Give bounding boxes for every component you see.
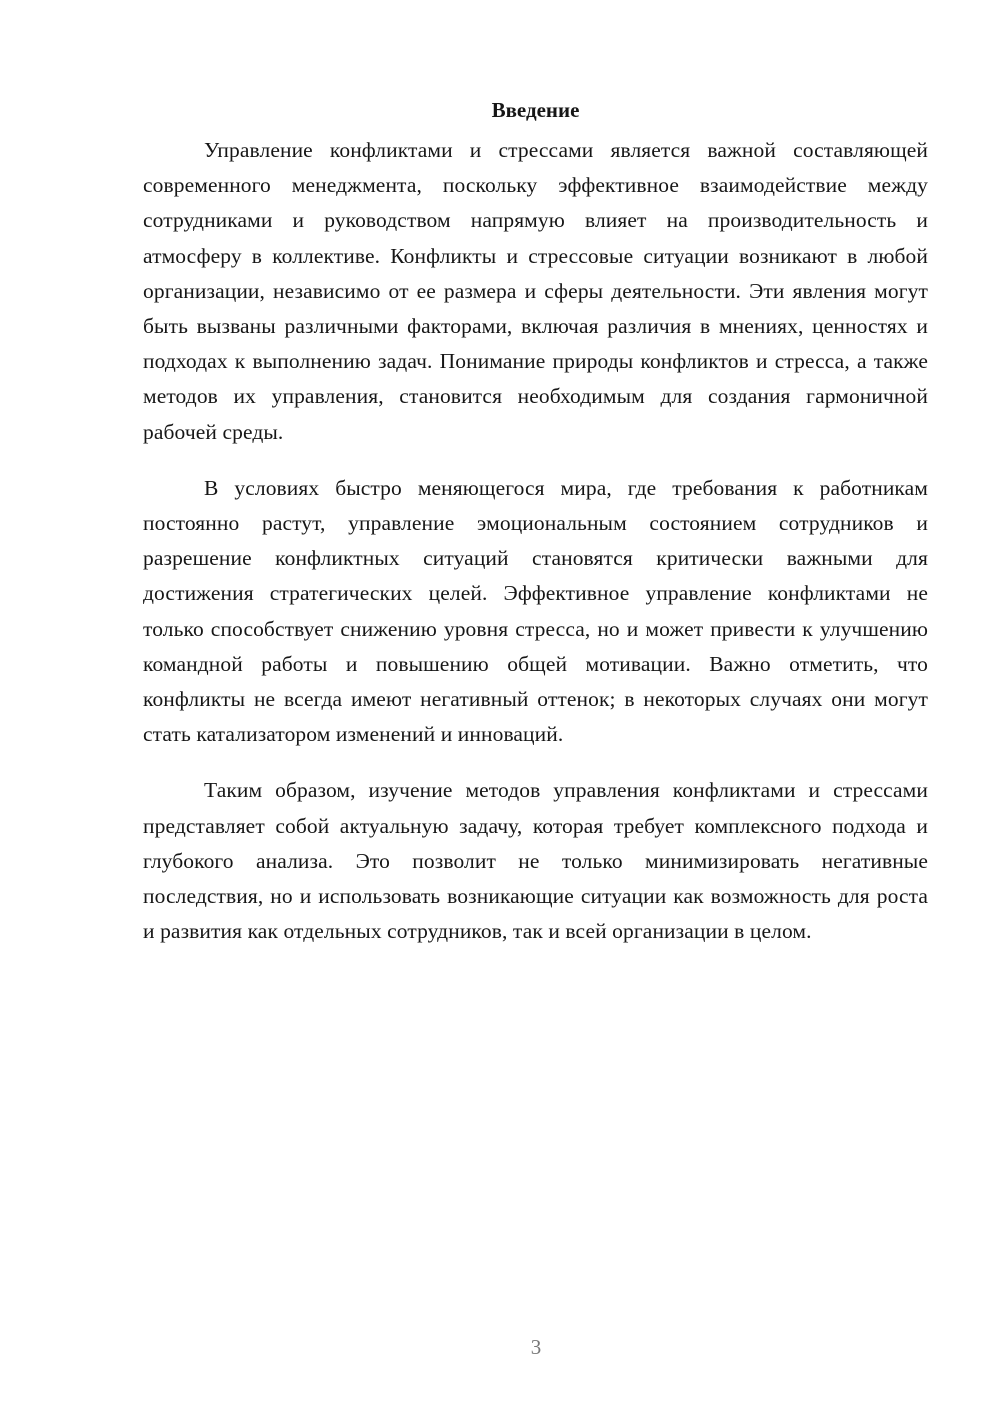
- paragraph-1: Управление конфликтами и стрессами является важной составляющей современного менеджмента, поскольку эффективное взаимодействие между сотрудниками и руководством напрямую влияет на производительность и атмосферу в коллективе. Конфликты и стрессовые ситуации возникают в любой организации, независимо от ее размера и сферы деятельности. Эти явления могут быть вызваны различными факторами, включая различия в мнениях, ценностях и подходах к выполнению задач. Понимание природы конфликтов и стресса, а также методов их управления, становится необходимым для создания гармоничной рабочей среды.: [143, 138, 928, 444]
- page-content: [143, 96, 928, 970]
- page-number: 3: [530, 1335, 542, 1359]
- section-heading: Введение: [491, 98, 580, 122]
- paragraph-3: Таким образом, изучение методов управления конфликтами и стрессами представляет собой актуальную задачу, которая требует комплексного подхода и глубокого анализа. Это позволит не только минимизировать негативные последствия, но и использовать возникающие ситуации как возможность для роста и развития как отдельных сотрудников, так и всей организации в целом.: [143, 778, 928, 944]
- paragraph-2: В условиях быстро меняющегося мира, где требования к работникам постоянно растут, управление эмоциональным состоянием сотрудников и разрешение конфликтных ситуаций становятся критически важными для достижения стратегических целей. Эффективное управление конфликтами не только способствует снижению уровня стресса, но и может привести к улучшению командной работы и повышению общей мотивации. Важно отметить, что конфликты не всегда имеют негативный оттенок; в некоторых случаях они могут стать катализатором изменений и инноваций.: [143, 475, 928, 747]
